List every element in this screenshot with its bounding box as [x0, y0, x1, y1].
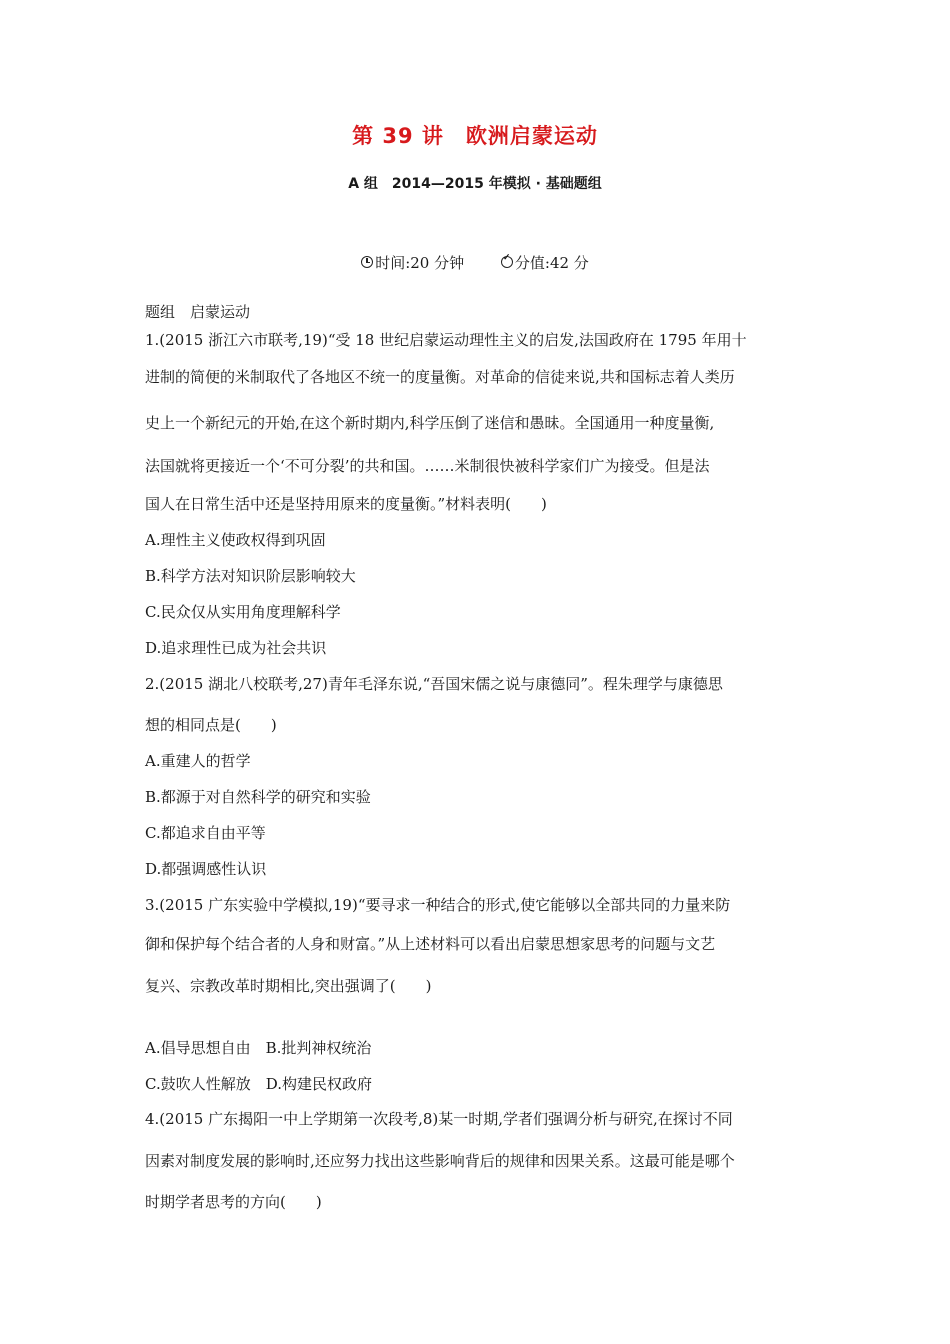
q2-option-d: D.都强调感性认识: [145, 860, 267, 878]
q1-option-d: D.追求理性已成为社会共识: [145, 639, 327, 657]
question-2-line-1: 2.(2015 湖北八校联考,27)青年毛泽东说,“吾国宋儒之说与康德同”。程朱理学与康德思: [145, 675, 723, 693]
score-label: 分值:42 分: [514, 254, 589, 272]
question-1-line-1: 1.(2015 浙江六市联考,19)“受 18 世纪启蒙运动理性主义的启发,法国政府在 1795 年用十: [145, 331, 747, 349]
time-label: 时间:20 分钟: [375, 254, 465, 272]
question-4-line-1: 4.(2015 广东揭阳一中上学期第一次段考,8)某一时期,学者们强调分析与研究,在探讨不同: [145, 1110, 733, 1128]
question-1-line-2: 进制的简便的米制取代了各地区不统一的度量衡。对革命的信徒来说,共和国标志着人类历: [145, 368, 735, 386]
score-info: [501, 252, 589, 273]
q3-options-ab: A.倡导思想自由 B.批判神权统治: [145, 1039, 372, 1057]
time-info: [361, 252, 464, 273]
q1-option-a: A.理性主义使政权得到巩固: [145, 531, 326, 549]
q2-option-a: A.重建人的哲学: [145, 752, 251, 770]
question-1-line-3: 史上一个新纪元的开始,在这个新时期内,科学压倒了迷信和愚昧。全国通用一种度量衡,: [145, 414, 715, 432]
check-circle-icon: [501, 256, 513, 268]
question-2-line-2: 想的相同点是( ): [145, 716, 277, 734]
question-1-line-4: 法国就将更接近一个‘不可分裂’的共和国。……米制很快被科学家们广为接受。但是法: [145, 457, 710, 475]
question-4-line-3: 时期学者思考的方向( ): [145, 1193, 322, 1211]
question-1-line-5: 国人在日常生活中还是坚持用原来的度量衡。”材料表明( ): [145, 495, 547, 513]
section-heading: 题组 启蒙运动: [145, 303, 251, 321]
question-3-line-3: 复兴、宗教改革时期相比,突出强调了( ): [145, 977, 432, 995]
q2-option-c: C.都追求自由平等: [145, 824, 266, 842]
q3-options-cd: C.鼓吹人性解放 D.构建民权政府: [145, 1075, 372, 1093]
q1-option-b: B.科学方法对知识阶层影响较大: [145, 567, 356, 585]
question-3-line-2: 御和保护每个结合者的人身和财富。”从上述材料可以看出启蒙思想家思考的问题与文艺: [145, 935, 716, 953]
page-title: 第 39 讲 欧洲启蒙运动: [352, 124, 598, 148]
q2-option-b: B.都源于对自然科学的研究和实验: [145, 788, 371, 806]
exam-meta: [0, 252, 950, 273]
question-3-line-1: 3.(2015 广东实验中学模拟,19)“要寻求一种结合的形式,使它能够以全部共同的力量来防: [145, 896, 731, 914]
question-4-line-2: 因素对制度发展的影响时,还应努力找出这些影响背后的规律和因果关系。这最可能是哪个: [145, 1152, 735, 1170]
clock-icon: [361, 256, 373, 268]
page-subtitle: A 组 2014—2015 年模拟 · 基础题组: [348, 176, 602, 192]
q1-option-c: C.民众仅从实用角度理解科学: [145, 603, 341, 621]
